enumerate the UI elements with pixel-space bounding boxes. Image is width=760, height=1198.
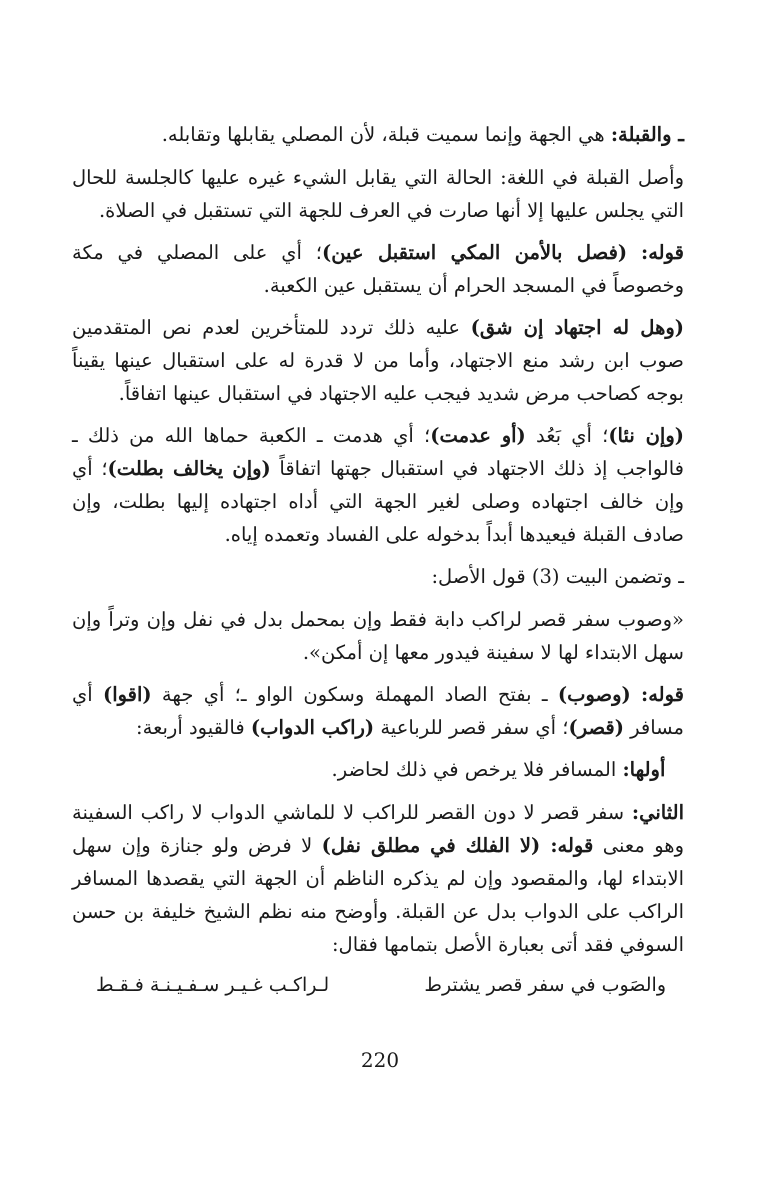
paragraph-qibla-definition: ـ والقبلة: هي الجهة وإنما سميت قبلة، لأن المصلي يقابلها وتقابله. [161, 123, 684, 146]
paragraph-explanation: قوله: (وصوب) ـ بفتح الصاد المهملة وسكون الواو ـ؛ أي جهة (اقوا) أي مسافر (قصر)؛ أي سفر قصر للرباعية (راكب الدواب) فالقيود أربعة: [72, 683, 684, 739]
term-qibla: ـ والقبلة: [610, 123, 684, 146]
quoted-text: (وهل له اجتهاد إن شق) [470, 316, 685, 339]
page-number: 220 [360, 1048, 400, 1072]
verse-second-hemistich: لـراكـب غـيـر سـفـيـنـة فـقـط [96, 974, 330, 996]
paragraph-verse-intro: ـ وتضمن البيت (3) قول الأصل: [431, 565, 684, 588]
paragraph-qibla-linguistic: وأصل القبلة في اللغة: الحالة التي يقابل الشيء غيره عليها كالجلسة للحال التي يجلس عليها إلا أنها صارت في العرف للجهة التي تستقبل في الصلاة. [72, 166, 684, 222]
paragraph-ijtihad: (وهل له اجتهاد إن شق) عليه ذلك تردد للمتأخرين لعدم نص المتقدمين صوب ابن رشد منع الاجتهاد، وأما من لا قدرة له على استقبال عينها يقيناً بوجه كصاحب مرض شديد فيجب عليه الاجتهاد في استقبال عينها اتفاقاً. [72, 316, 685, 405]
paragraph-distance: (وإن نئا)؛ أي بَعُد (أو عدمت)؛ أي هدمت ـ الكعبة حماها الله من ذلك ـ فالواجب إذ ذلك الاجتهاد في استقبال جهتها اتفاقاً (وإن يخالف بطلت)؛ أي وإن خالف اجتهاده وصلى لغير الجهة التي أداه اجتهاده إليها بطلت، وإن صادف القبلة فيعيدها أبداً بدخوله على الفساد وتعمده إياه. [72, 424, 685, 546]
poem-verse [72, 970, 684, 1000]
quoted-text: (فصل بالأمن المكي استقبل عين) [321, 241, 628, 264]
paragraph-mecca-rule: قوله: (فصل بالأمن المكي استقبل عين)؛ أي على المصلي في مكة وخصوصاً في المسجد الحرام أن يستقبل عين الكعبة. [72, 241, 684, 297]
paragraph-first-condition: أولها: المسافر فلا يرخص في ذلك لحاضر. [331, 758, 666, 781]
verse-first-hemistich: والصَوب في سفر قصر يشترط [424, 974, 666, 996]
paragraph-second-condition: الثاني: سفر قصر لا دون القصر للراكب لا للماشي الدواب لا راكب السفينة وهو معنى قوله: (لا الفلك في مطلق نفل) لا فرض ولو جنازة وإن سهل الابتداء لها، والمقصود وإن لم يذكره الناظم أن الجهة التي يقصدها المسافر الراكب على الدواب بدل عن القبلة. وأوضح منه نظم الشيخ خليفة بن حسن السوفي فقد أتى بعبارة الأصل بتمامها فقال: [72, 801, 684, 956]
page-body [72, 118, 684, 1000]
paragraph-asl-quote: «وصوب سفر قصر لراكب دابة فقط وإن بمحمل بدل في نفل وإن وتراً وإن سهل الابتداء لها لا سفينة فيدور معها إن أمكن». [72, 608, 684, 664]
